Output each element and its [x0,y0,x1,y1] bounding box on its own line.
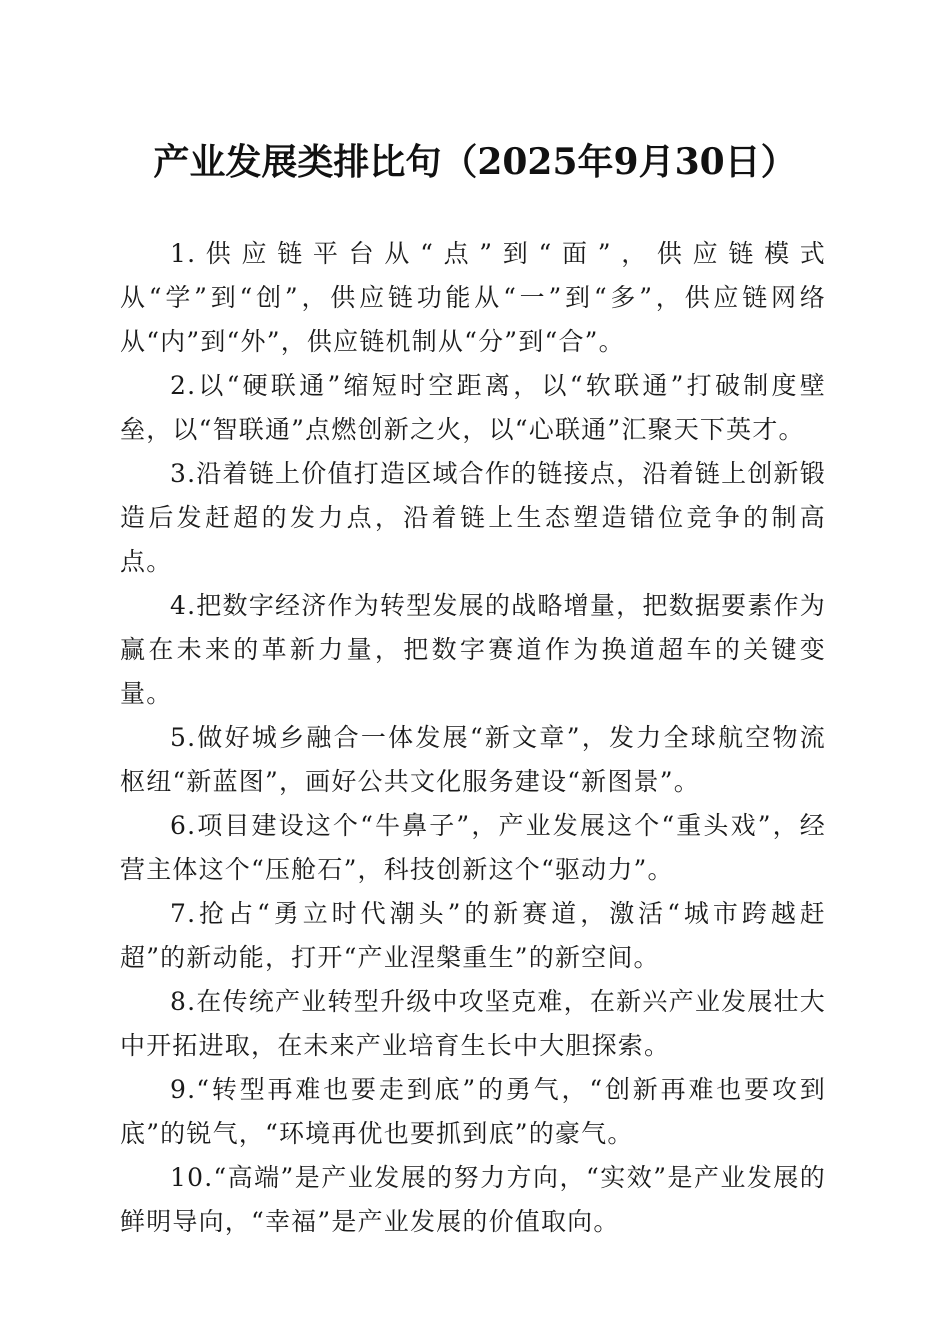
paragraph-6: 6.项目建设这个“牛鼻子”，产业发展这个“重头戏”，经营主体这个“压舱石”，科技创新这个“驱动力”。 [120,811,826,884]
paragraph-4: 4.把数字经济作为转型发展的战略增量，把数据要素作为赢在未来的革新力量，把数字赛道作为换道超车的关键变量。 [120,591,826,708]
paragraph-9: 9.“转型再难也要走到底”的勇气，“创新再难也要攻到底”的锐气，“环境再优也要抓到底”的豪气。 [120,1075,826,1148]
paragraph-1: 1.供应链平台从“点”到“面”，供应链模式从“学”到“创”，供应链功能从“一”到“多”，供应链网络从“内”到“外”，供应链机制从“分”到“合”。 [120,239,826,356]
paragraph-3: 3.沿着链上价值打造区域合作的链接点，沿着链上创新锻造后发赶超的发力点，沿着链上生态塑造错位竞争的制高点。 [120,459,826,576]
document-body [120,232,826,1244]
paragraph-2: 2.以“硬联通”缩短时空距离，以“软联通”打破制度壁垒，以“智联通”点燃创新之火，以“心联通”汇聚天下英才。 [120,371,826,444]
paragraph-10: 10.“高端”是产业发展的努力方向，“实效”是产业发展的鲜明导向，“幸福”是产业发展的价值取向。 [120,1163,826,1236]
paragraph-5: 5.做好城乡融合一体发展“新文章”，发力全球航空物流枢纽“新蓝图”，画好公共文化服务建设“新图景”。 [120,723,826,796]
paragraph-8: 8.在传统产业转型升级中攻坚克难，在新兴产业发展壮大中开拓进取，在未来产业培育生长中大胆探索。 [120,987,826,1060]
document-title: 产业发展类排比句（2025年9月30日） [153,141,797,183]
paragraph-7: 7.抢占“勇立时代潮头”的新赛道，激活“城市跨越赶超”的新动能，打开“产业涅槃重生”的新空间。 [120,899,826,972]
